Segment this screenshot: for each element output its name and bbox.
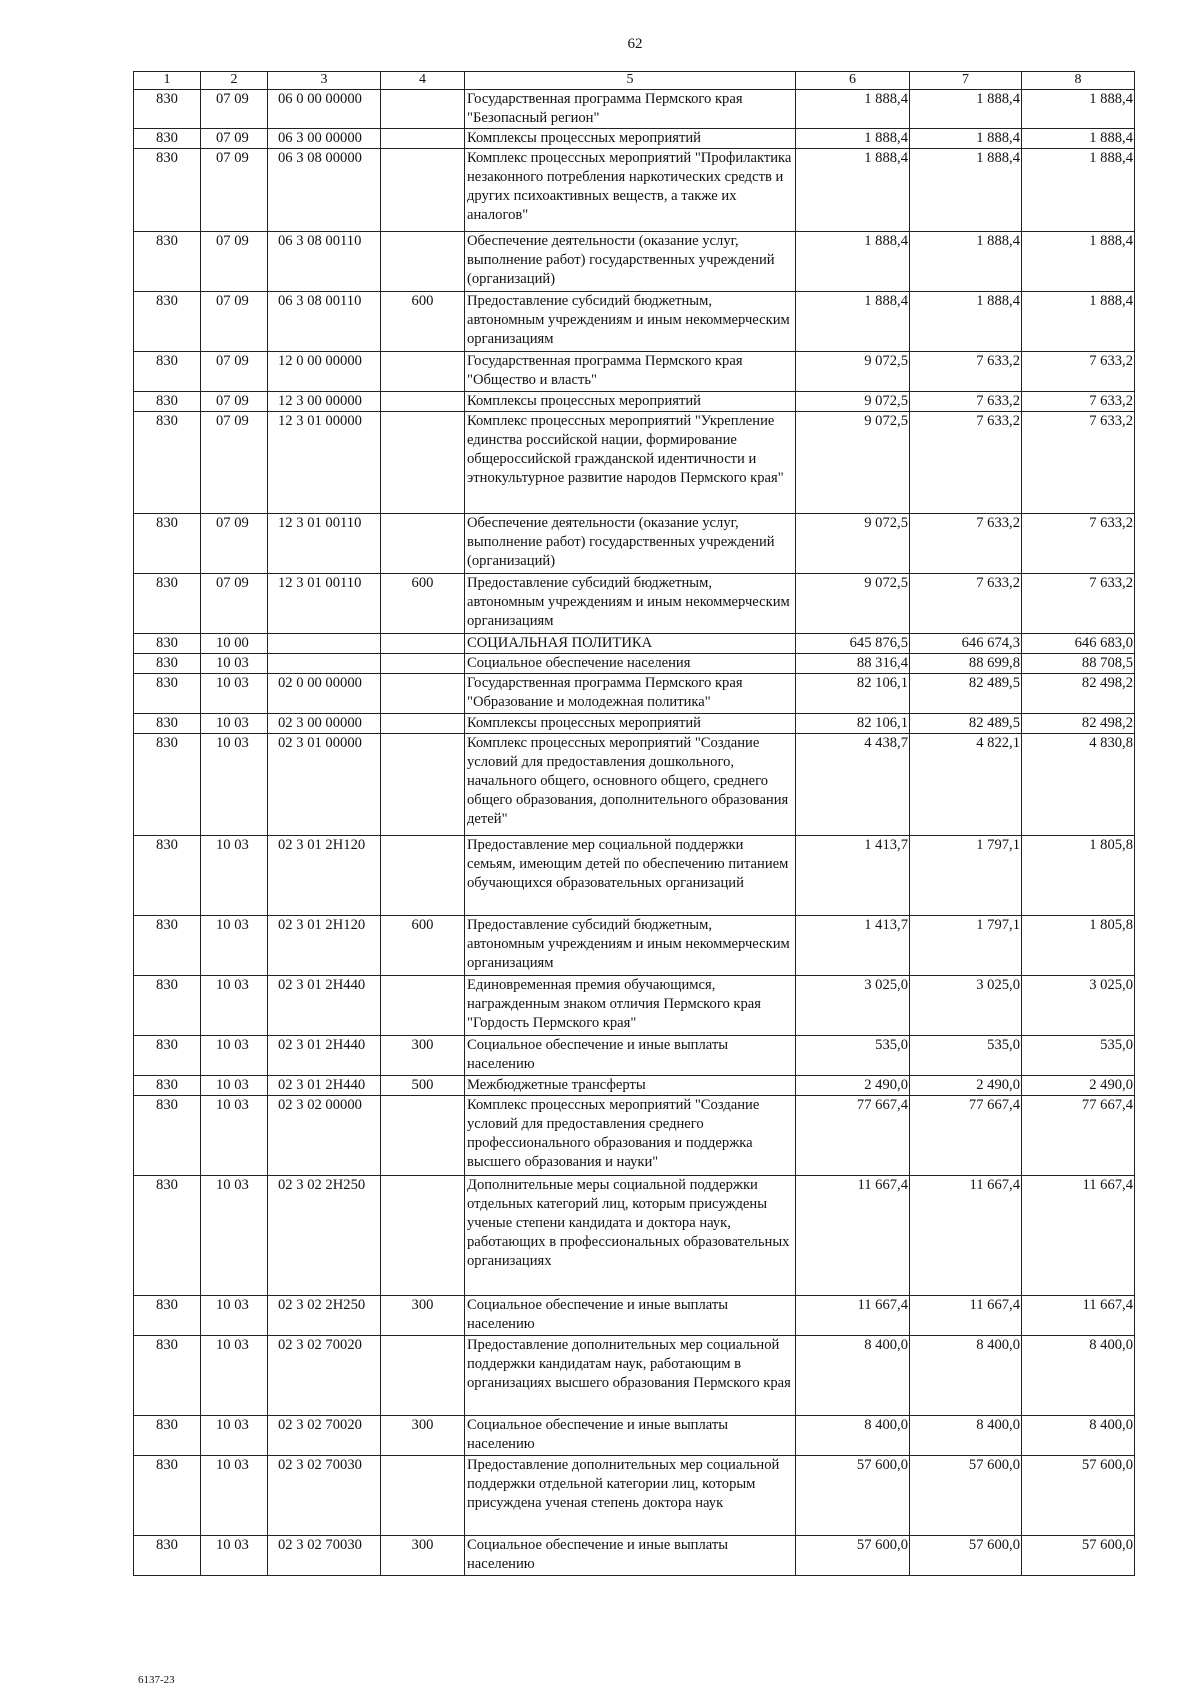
cell-department: 830 — [134, 392, 201, 412]
cell-department: 830 — [134, 976, 201, 1036]
cell-amount-year2: 8 400,0 — [910, 1416, 1022, 1456]
cell-target-article: 02 3 02 2Н250 — [268, 1296, 381, 1336]
cell-amount-year3: 57 600,0 — [1022, 1536, 1135, 1576]
cell-section: 10 03 — [201, 734, 268, 836]
cell-target-article: 02 3 01 00000 — [268, 734, 381, 836]
cell-amount-year3: 7 633,2 — [1022, 352, 1135, 392]
table-row — [134, 352, 1135, 392]
cell-amount-year2: 1 888,4 — [910, 90, 1022, 129]
column-header: 8 — [1022, 72, 1135, 90]
cell-amount-year2: 11 667,4 — [910, 1296, 1022, 1336]
cell-department: 830 — [134, 634, 201, 654]
column-header: 7 — [910, 72, 1022, 90]
table-body — [134, 90, 1135, 1576]
cell-expense-type: 600 — [381, 916, 465, 976]
table-row — [134, 714, 1135, 734]
cell-target-article: 02 3 02 2Н250 — [268, 1176, 381, 1296]
table-row — [134, 292, 1135, 352]
cell-expense-type: 300 — [381, 1036, 465, 1076]
cell-amount-year3: 1 888,4 — [1022, 232, 1135, 292]
table-row — [134, 1416, 1135, 1456]
cell-section: 07 09 — [201, 392, 268, 412]
cell-department: 830 — [134, 90, 201, 129]
cell-amount-year2: 7 633,2 — [910, 574, 1022, 634]
table-row — [134, 734, 1135, 836]
cell-department: 830 — [134, 574, 201, 634]
cell-amount-year2: 88 699,8 — [910, 654, 1022, 674]
cell-expense-type — [381, 734, 465, 836]
cell-section: 10 03 — [201, 674, 268, 714]
cell-section: 10 03 — [201, 1536, 268, 1576]
cell-amount-year2: 1 797,1 — [910, 916, 1022, 976]
cell-department: 830 — [134, 1416, 201, 1456]
table-row — [134, 1176, 1135, 1296]
cell-department: 830 — [134, 232, 201, 292]
column-header: 1 — [134, 72, 201, 90]
cell-section: 07 09 — [201, 149, 268, 232]
cell-amount-year2: 3 025,0 — [910, 976, 1022, 1036]
cell-amount-year2: 1 888,4 — [910, 292, 1022, 352]
cell-department: 830 — [134, 734, 201, 836]
cell-section: 10 03 — [201, 1076, 268, 1096]
cell-amount-year3: 535,0 — [1022, 1036, 1135, 1076]
cell-name: Государственная программа Пермского края "Образование и молодежная политика" — [465, 674, 796, 714]
table-row — [134, 574, 1135, 634]
cell-amount-year1: 2 490,0 — [796, 1076, 910, 1096]
cell-amount-year3: 82 498,2 — [1022, 714, 1135, 734]
cell-expense-type — [381, 149, 465, 232]
cell-name: Государственная программа Пермского края "Общество и власть" — [465, 352, 796, 392]
cell-amount-year1: 82 106,1 — [796, 674, 910, 714]
cell-section: 10 03 — [201, 1036, 268, 1076]
cell-department: 830 — [134, 714, 201, 734]
cell-name: СОЦИАЛЬНАЯ ПОЛИТИКА — [465, 634, 796, 654]
cell-amount-year3: 77 667,4 — [1022, 1096, 1135, 1176]
cell-amount-year1: 1 888,4 — [796, 129, 910, 149]
table-row — [134, 149, 1135, 232]
cell-name: Предоставление субсидий бюджетным, автономным учреждениям и иным некоммерческим организациям — [465, 292, 796, 352]
cell-amount-year3: 2 490,0 — [1022, 1076, 1135, 1096]
column-header: 3 — [268, 72, 381, 90]
cell-name: Комплексы процессных мероприятий — [465, 392, 796, 412]
cell-department: 830 — [134, 149, 201, 232]
cell-amount-year3: 88 708,5 — [1022, 654, 1135, 674]
cell-department: 830 — [134, 514, 201, 574]
cell-name: Предоставление субсидий бюджетным, автономным учреждениям и иным некоммерческим организациям — [465, 916, 796, 976]
cell-amount-year2: 1 888,4 — [910, 149, 1022, 232]
cell-section: 10 03 — [201, 836, 268, 916]
cell-expense-type: 300 — [381, 1416, 465, 1456]
cell-section: 10 03 — [201, 714, 268, 734]
cell-target-article: 06 3 08 00110 — [268, 232, 381, 292]
cell-target-article: 02 3 02 00000 — [268, 1096, 381, 1176]
cell-target-article: 12 0 00 00000 — [268, 352, 381, 392]
cell-name: Межбюджетные трансферты — [465, 1076, 796, 1096]
cell-section: 07 09 — [201, 514, 268, 574]
cell-amount-year2: 1 888,4 — [910, 129, 1022, 149]
table-row — [134, 1296, 1135, 1336]
cell-expense-type — [381, 836, 465, 916]
cell-name: Предоставление дополнительных мер социальной поддержки отдельной категории лиц, которым присуждена ученая степень доктора наук — [465, 1456, 796, 1536]
cell-target-article — [268, 654, 381, 674]
cell-name: Комплексы процессных мероприятий — [465, 129, 796, 149]
cell-department: 830 — [134, 1536, 201, 1576]
cell-expense-type — [381, 714, 465, 734]
cell-expense-type: 500 — [381, 1076, 465, 1096]
cell-amount-year1: 88 316,4 — [796, 654, 910, 674]
cell-section: 10 00 — [201, 634, 268, 654]
cell-department: 830 — [134, 1176, 201, 1296]
cell-amount-year3: 1 888,4 — [1022, 292, 1135, 352]
cell-amount-year1: 9 072,5 — [796, 412, 910, 514]
cell-amount-year1: 11 667,4 — [796, 1176, 910, 1296]
cell-amount-year1: 57 600,0 — [796, 1536, 910, 1576]
cell-amount-year2: 82 489,5 — [910, 714, 1022, 734]
cell-target-article: 12 3 01 00110 — [268, 514, 381, 574]
cell-expense-type — [381, 90, 465, 129]
cell-amount-year1: 645 876,5 — [796, 634, 910, 654]
table-row — [134, 129, 1135, 149]
table-row — [134, 916, 1135, 976]
cell-amount-year3: 1 805,8 — [1022, 916, 1135, 976]
cell-target-article: 12 3 00 00000 — [268, 392, 381, 412]
cell-name: Комплекс процессных мероприятий "Профилактика незаконного потребления наркотических средств и других психоактивных веществ, а также их аналогов" — [465, 149, 796, 232]
cell-expense-type — [381, 674, 465, 714]
cell-name: Социальное обеспечение и иные выплаты населению — [465, 1296, 796, 1336]
cell-section: 10 03 — [201, 1296, 268, 1336]
cell-expense-type — [381, 654, 465, 674]
cell-target-article: 02 3 02 70020 — [268, 1416, 381, 1456]
cell-expense-type: 600 — [381, 292, 465, 352]
cell-target-article: 02 3 01 2Н120 — [268, 916, 381, 976]
cell-amount-year1: 9 072,5 — [796, 352, 910, 392]
cell-amount-year3: 1 888,4 — [1022, 149, 1135, 232]
cell-name: Социальное обеспечение населения — [465, 654, 796, 674]
cell-amount-year1: 8 400,0 — [796, 1416, 910, 1456]
cell-department: 830 — [134, 1076, 201, 1096]
cell-department: 830 — [134, 292, 201, 352]
cell-section: 10 03 — [201, 1096, 268, 1176]
table-header-row — [134, 72, 1135, 90]
table-row — [134, 1536, 1135, 1576]
cell-amount-year2: 8 400,0 — [910, 1336, 1022, 1416]
cell-name: Дополнительные меры социальной поддержки отдельных категорий лиц, которым присуждены ученые степени кандидата и доктора наук, работающих в профессиональных образовательных организациях — [465, 1176, 796, 1296]
cell-department: 830 — [134, 1296, 201, 1336]
cell-target-article: 02 3 02 70020 — [268, 1336, 381, 1416]
column-header: 6 — [796, 72, 910, 90]
cell-target-article: 02 3 02 70030 — [268, 1456, 381, 1536]
cell-amount-year1: 82 106,1 — [796, 714, 910, 734]
cell-section: 07 09 — [201, 574, 268, 634]
cell-department: 830 — [134, 1036, 201, 1076]
cell-expense-type — [381, 1176, 465, 1296]
cell-target-article: 06 3 00 00000 — [268, 129, 381, 149]
cell-amount-year2: 57 600,0 — [910, 1536, 1022, 1576]
cell-amount-year3: 8 400,0 — [1022, 1336, 1135, 1416]
cell-name: Комплекс процессных мероприятий "Создание условий для предоставления дошкольного, начального общего, основного общего, среднего общего образования, дополнительного образования детей" — [465, 734, 796, 836]
cell-amount-year2: 1 797,1 — [910, 836, 1022, 916]
cell-expense-type — [381, 1456, 465, 1536]
cell-expense-type — [381, 352, 465, 392]
cell-name: Предоставление мер социальной поддержки семьям, имеющим детей по обеспечению питанием обучающихся образовательных организаций — [465, 836, 796, 916]
cell-amount-year1: 8 400,0 — [796, 1336, 910, 1416]
page-number: 62 — [627, 36, 643, 52]
cell-department: 830 — [134, 1096, 201, 1176]
cell-amount-year2: 82 489,5 — [910, 674, 1022, 714]
cell-amount-year2: 7 633,2 — [910, 412, 1022, 514]
cell-amount-year1: 535,0 — [796, 1036, 910, 1076]
cell-expense-type: 300 — [381, 1296, 465, 1336]
cell-expense-type — [381, 634, 465, 654]
cell-department: 830 — [134, 1336, 201, 1416]
document-code: 6137-23 — [138, 1674, 175, 1686]
cell-expense-type — [381, 129, 465, 149]
cell-amount-year1: 77 667,4 — [796, 1096, 910, 1176]
table-row — [134, 1096, 1135, 1176]
cell-department: 830 — [134, 412, 201, 514]
cell-amount-year3: 646 683,0 — [1022, 634, 1135, 654]
cell-target-article: 12 3 01 00110 — [268, 574, 381, 634]
column-header: 2 — [201, 72, 268, 90]
cell-amount-year1: 1 888,4 — [796, 90, 910, 129]
cell-amount-year3: 7 633,2 — [1022, 412, 1135, 514]
cell-amount-year1: 9 072,5 — [796, 392, 910, 412]
cell-target-article: 02 3 01 2Н440 — [268, 976, 381, 1036]
cell-amount-year1: 4 438,7 — [796, 734, 910, 836]
cell-amount-year3: 3 025,0 — [1022, 976, 1135, 1036]
cell-target-article: 12 3 01 00000 — [268, 412, 381, 514]
cell-section: 07 09 — [201, 232, 268, 292]
cell-target-article — [268, 634, 381, 654]
cell-amount-year3: 1 805,8 — [1022, 836, 1135, 916]
cell-amount-year1: 1 888,4 — [796, 149, 910, 232]
table-row — [134, 674, 1135, 714]
cell-amount-year2: 7 633,2 — [910, 352, 1022, 392]
cell-amount-year2: 7 633,2 — [910, 514, 1022, 574]
cell-amount-year3: 11 667,4 — [1022, 1296, 1135, 1336]
cell-target-article: 02 3 01 2Н440 — [268, 1036, 381, 1076]
cell-name: Социальное обеспечение и иные выплаты населению — [465, 1036, 796, 1076]
cell-section: 10 03 — [201, 976, 268, 1036]
cell-expense-type — [381, 514, 465, 574]
cell-name: Предоставление дополнительных мер социальной поддержки кандидатам наук, работающим в организациях высшего образования Пермского края — [465, 1336, 796, 1416]
cell-expense-type — [381, 1336, 465, 1416]
cell-amount-year3: 7 633,2 — [1022, 574, 1135, 634]
table-row — [134, 634, 1135, 654]
cell-expense-type — [381, 976, 465, 1036]
cell-expense-type — [381, 1096, 465, 1176]
table-row — [134, 976, 1135, 1036]
cell-target-article: 02 3 01 2Н440 — [268, 1076, 381, 1096]
cell-target-article: 06 3 08 00110 — [268, 292, 381, 352]
table-row — [134, 1336, 1135, 1416]
cell-amount-year1: 1 888,4 — [796, 292, 910, 352]
cell-department: 830 — [134, 1456, 201, 1536]
table-row — [134, 412, 1135, 514]
cell-department: 830 — [134, 654, 201, 674]
cell-name: Комплекс процессных мероприятий "Укрепление единства российской нации, формирование общероссийской гражданской идентичности и этнокультурное развитие народов Пермского края" — [465, 412, 796, 514]
cell-amount-year3: 8 400,0 — [1022, 1416, 1135, 1456]
cell-expense-type — [381, 392, 465, 412]
cell-amount-year3: 1 888,4 — [1022, 90, 1135, 129]
cell-section: 07 09 — [201, 412, 268, 514]
cell-section: 10 03 — [201, 1456, 268, 1536]
cell-name: Обеспечение деятельности (оказание услуг, выполнение работ) государственных учреждений (организаций) — [465, 232, 796, 292]
cell-amount-year3: 82 498,2 — [1022, 674, 1135, 714]
cell-target-article: 02 0 00 00000 — [268, 674, 381, 714]
cell-expense-type: 300 — [381, 1536, 465, 1576]
cell-amount-year2: 7 633,2 — [910, 392, 1022, 412]
cell-amount-year2: 2 490,0 — [910, 1076, 1022, 1096]
table-row — [134, 654, 1135, 674]
cell-name: Комплекс процессных мероприятий "Создание условий для предоставления среднего профессионального образования и поддержка высшего образования и науки" — [465, 1096, 796, 1176]
budget-table — [133, 71, 1135, 1576]
table-row — [134, 1456, 1135, 1536]
cell-department: 830 — [134, 674, 201, 714]
cell-amount-year1: 1 888,4 — [796, 232, 910, 292]
cell-target-article: 02 3 02 70030 — [268, 1536, 381, 1576]
cell-amount-year3: 1 888,4 — [1022, 129, 1135, 149]
column-header: 4 — [381, 72, 465, 90]
cell-target-article: 06 0 00 00000 — [268, 90, 381, 129]
cell-name: Предоставление субсидий бюджетным, автономным учреждениям и иным некоммерческим организациям — [465, 574, 796, 634]
cell-expense-type — [381, 412, 465, 514]
table-row — [134, 1036, 1135, 1076]
table-row — [134, 836, 1135, 916]
cell-name: Единовременная премия обучающимся, награжденным знаком отличия Пермского края "Гордость Пермского края" — [465, 976, 796, 1036]
cell-amount-year2: 535,0 — [910, 1036, 1022, 1076]
column-header: 5 — [465, 72, 796, 90]
cell-section: 07 09 — [201, 90, 268, 129]
cell-section: 10 03 — [201, 654, 268, 674]
cell-amount-year2: 57 600,0 — [910, 1456, 1022, 1536]
cell-amount-year3: 57 600,0 — [1022, 1456, 1135, 1536]
cell-amount-year3: 7 633,2 — [1022, 514, 1135, 574]
cell-section: 10 03 — [201, 916, 268, 976]
cell-amount-year1: 11 667,4 — [796, 1296, 910, 1336]
cell-amount-year1: 1 413,7 — [796, 916, 910, 976]
cell-name: Социальное обеспечение и иные выплаты населению — [465, 1416, 796, 1456]
table-row — [134, 232, 1135, 292]
cell-name: Государственная программа Пермского края "Безопасный регион" — [465, 90, 796, 129]
cell-section: 10 03 — [201, 1336, 268, 1416]
cell-name: Обеспечение деятельности (оказание услуг, выполнение работ) государственных учреждений (организаций) — [465, 514, 796, 574]
cell-section: 07 09 — [201, 292, 268, 352]
cell-section: 10 03 — [201, 1176, 268, 1296]
cell-amount-year2: 646 674,3 — [910, 634, 1022, 654]
cell-amount-year3: 11 667,4 — [1022, 1176, 1135, 1296]
cell-department: 830 — [134, 916, 201, 976]
cell-amount-year1: 1 413,7 — [796, 836, 910, 916]
cell-expense-type: 600 — [381, 574, 465, 634]
table-row — [134, 1076, 1135, 1096]
table-row — [134, 90, 1135, 129]
cell-amount-year2: 1 888,4 — [910, 232, 1022, 292]
cell-amount-year2: 11 667,4 — [910, 1176, 1022, 1296]
cell-section: 07 09 — [201, 352, 268, 392]
cell-amount-year1: 57 600,0 — [796, 1456, 910, 1536]
cell-amount-year2: 77 667,4 — [910, 1096, 1022, 1176]
cell-department: 830 — [134, 836, 201, 916]
cell-amount-year1: 9 072,5 — [796, 514, 910, 574]
table-row — [134, 392, 1135, 412]
cell-department: 830 — [134, 352, 201, 392]
cell-section: 07 09 — [201, 129, 268, 149]
cell-amount-year3: 7 633,2 — [1022, 392, 1135, 412]
cell-name: Социальное обеспечение и иные выплаты населению — [465, 1536, 796, 1576]
cell-amount-year1: 9 072,5 — [796, 574, 910, 634]
cell-expense-type — [381, 232, 465, 292]
cell-amount-year1: 3 025,0 — [796, 976, 910, 1036]
cell-name: Комплексы процессных мероприятий — [465, 714, 796, 734]
cell-target-article: 06 3 08 00000 — [268, 149, 381, 232]
cell-department: 830 — [134, 129, 201, 149]
table-row — [134, 514, 1135, 574]
cell-target-article: 02 3 00 00000 — [268, 714, 381, 734]
cell-amount-year2: 4 822,1 — [910, 734, 1022, 836]
cell-amount-year3: 4 830,8 — [1022, 734, 1135, 836]
cell-section: 10 03 — [201, 1416, 268, 1456]
cell-target-article: 02 3 01 2Н120 — [268, 836, 381, 916]
